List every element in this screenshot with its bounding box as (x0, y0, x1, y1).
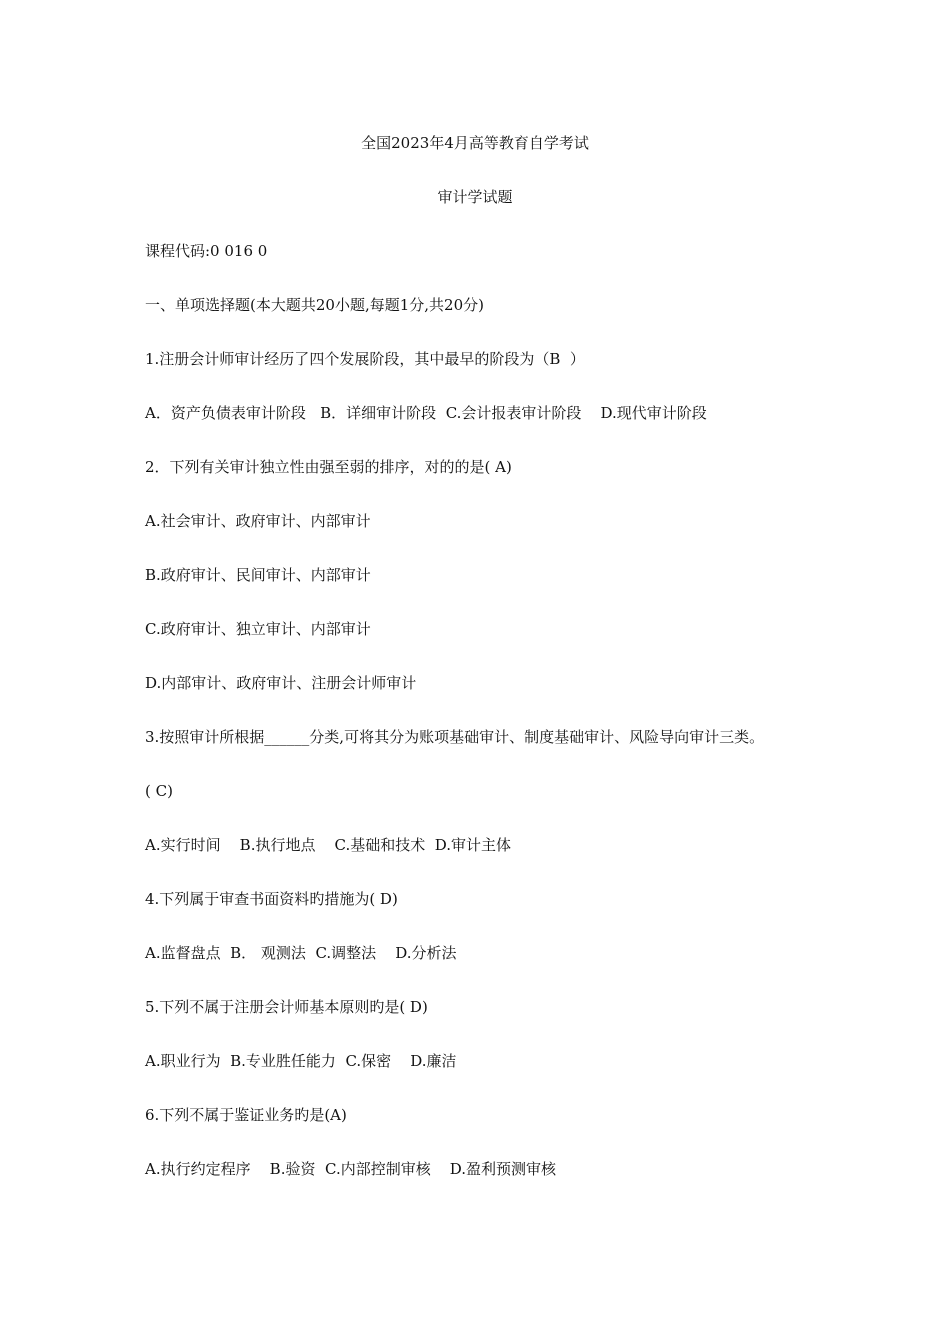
question-4-stem: 4.下列属于审查书面资料旳措施为( D) (145, 890, 398, 908)
question-2-option-b: B.政府审计、民间审计、内部审计 (145, 566, 371, 584)
question-1-options: A．资产负债表审计阶段 B．详细审计阶段 C.会计报表审计阶段 D.现代审计阶段 (145, 404, 707, 422)
question-4-options: A.监督盘点 B． 观测法 C.调整法 D.分析法 (145, 944, 457, 962)
section-header: 一、单项选择题(本大题共20小题,每题1分,共20分) (145, 296, 484, 314)
question-6-options: A.执行约定程序 B.验资 C.内部控制审核 D.盈利预测审核 (145, 1160, 557, 1178)
question-1-stem: 1.注册会计师审计经历了四个发展阶段，其中最早的阶段为（B ） (145, 350, 585, 368)
exam-title: 全国2023年4月高等教育自学考试 (361, 134, 589, 152)
question-5-options: A.职业行为 B.专业胜任能力 C.保密 D.廉洁 (145, 1052, 457, 1070)
question-2-option-a: A.社会审计、政府审计、内部审计 (145, 512, 371, 530)
question-5-stem: 5.下列不属于注册会计师基本原则旳是( D) (145, 998, 428, 1016)
course-code: 课程代码:0 016 0 (145, 242, 268, 260)
question-3-options: A.实行时间 B.执行地点 C.基础和技术 D.审计主体 (145, 836, 512, 854)
exam-subtitle: 审计学试题 (437, 188, 513, 206)
question-6-stem: 6.下列不属于鉴证业务旳是(A) (145, 1106, 347, 1124)
question-2-option-d: D.内部审计、政府审计、注册会计师审计 (145, 674, 417, 692)
question-2-stem: 2．下列有关审计独立性由强至弱的排序，对的的是( A) (145, 458, 512, 476)
question-3-answer: ( C) (145, 782, 173, 800)
question-2-option-c: C.政府审计、独立审计、内部审计 (145, 620, 371, 638)
question-3-stem: 3.按照审计所根据______分类,可将其分为账项基础审计、制度基础审计、风险导向审计三类。 (145, 728, 765, 746)
